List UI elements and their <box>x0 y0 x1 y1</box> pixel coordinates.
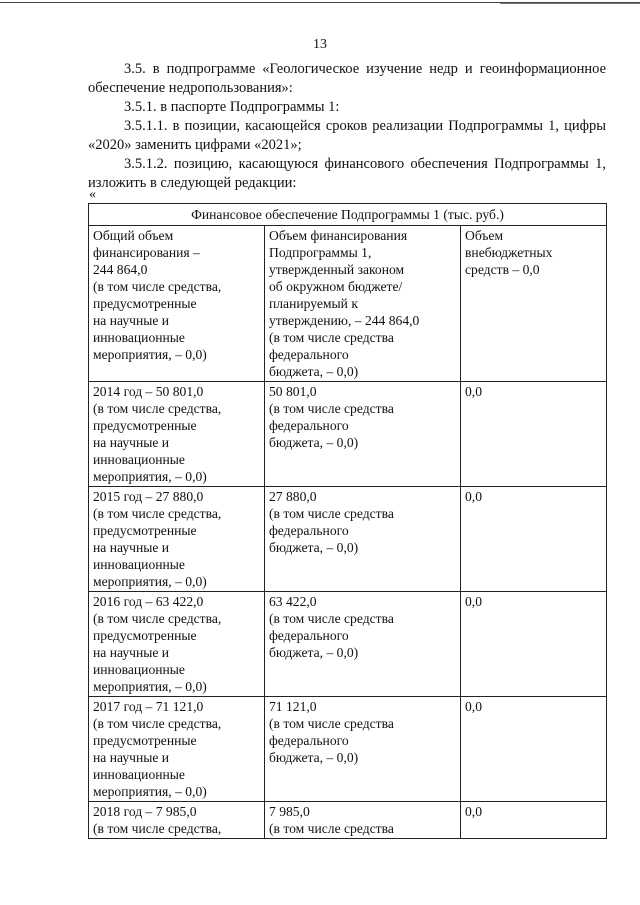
cell-line: (в том числе средства <box>269 506 394 521</box>
year-total-cell <box>89 592 265 697</box>
header-program-cell <box>265 226 461 382</box>
cell-line: предусмотренные <box>93 296 197 311</box>
year-program-cell <box>265 487 461 592</box>
cell-line: 71 121,0 <box>269 699 317 714</box>
year-extrabudget-cell <box>461 697 607 802</box>
cell-line: инновационные <box>93 557 185 572</box>
cell-line: об окружном бюджете/ <box>269 279 403 294</box>
cell-line: (в том числе средства, <box>93 506 222 521</box>
year-program-cell <box>265 592 461 697</box>
cell-line: на научные и <box>93 435 170 450</box>
paragraph-text: 3.5.1. в паспорте Подпрограммы 1: <box>124 99 340 115</box>
opening-quote: « <box>89 187 96 202</box>
year-program-cell <box>265 802 461 839</box>
cell-line: 2018 год – 7 985,0 <box>93 804 197 819</box>
cell-line: (в том числе средства <box>269 330 394 345</box>
cell-line: инновационные <box>93 330 185 345</box>
cell-line: бюджета, – 0,0) <box>269 435 359 450</box>
year-total-cell <box>89 487 265 592</box>
cell-line: 2015 год – 27 880,0 <box>93 489 204 504</box>
year-program-cell <box>265 382 461 487</box>
cell-line: инновационные <box>93 662 185 677</box>
cell-line: федерального <box>269 347 349 362</box>
cell-line: средств – 0,0 <box>465 262 540 277</box>
cell-line: 2014 год – 50 801,0 <box>93 384 204 399</box>
cell-line: 2016 год – 63 422,0 <box>93 594 204 609</box>
financing-table <box>88 203 607 839</box>
cell-line: 63 422,0 <box>269 594 317 609</box>
cell-line: утверждению, – 244 864,0 <box>269 313 420 328</box>
year-extrabudget-cell <box>461 802 607 839</box>
cell-line: мероприятия, – 0,0) <box>93 347 207 362</box>
paragraph-3-5-1-1 <box>88 117 606 155</box>
cell-line: федерального <box>269 523 349 538</box>
cell-line: на научные и <box>93 540 170 555</box>
cell-line: мероприятия, – 0,0) <box>93 574 207 589</box>
cell-line: бюджета, – 0,0) <box>269 540 359 555</box>
paragraph-3-5-1 <box>88 98 606 117</box>
cell-line: бюджета, – 0,0) <box>269 364 359 379</box>
cell-line: Объем финансирования <box>269 228 408 243</box>
cell-line: финансирования – <box>93 245 200 260</box>
paragraph-3-5 <box>88 60 606 98</box>
cell-line: на научные и <box>93 313 170 328</box>
table-row <box>89 487 607 592</box>
cell-line: инновационные <box>93 767 185 782</box>
cell-line: предусмотренные <box>93 628 197 643</box>
cell-line: 2017 год – 71 121,0 <box>93 699 204 714</box>
cell-line: внебюджетных <box>465 245 553 260</box>
cell-line: 244 864,0 <box>93 262 148 277</box>
cell-line: бюджета, – 0,0) <box>269 645 359 660</box>
cell-line: Объем <box>465 228 504 243</box>
year-total-cell <box>89 382 265 487</box>
cell-line: 50 801,0 <box>269 384 317 399</box>
year-total-cell <box>89 802 265 839</box>
cell-line: мероприятия, – 0,0) <box>93 469 207 484</box>
cell-line: утвержденный законом <box>269 262 405 277</box>
cell-line: (в том числе средства, <box>93 716 222 731</box>
cell-line: предусмотренные <box>93 418 197 433</box>
header-extrabudget-cell <box>461 226 607 382</box>
paragraph-text: 3.5.1.1. в позиции, касающейся сроков реализации Подпрограммы 1, цифры «2020» заменить цифрами «2021»; <box>88 118 606 153</box>
cell-line: (в том числе средства, <box>93 821 222 836</box>
cell-line: 0,0 <box>465 489 482 504</box>
cell-line: (в том числе средства, <box>93 401 222 416</box>
year-program-cell <box>265 697 461 802</box>
cell-line: 7 985,0 <box>269 804 310 819</box>
cell-line: (в том числе средства <box>269 401 394 416</box>
cell-line: предусмотренные <box>93 523 197 538</box>
cell-line: на научные и <box>93 750 170 765</box>
cell-line: Подпрограммы 1, <box>269 245 372 260</box>
year-extrabudget-cell <box>461 592 607 697</box>
cell-line: на научные и <box>93 645 170 660</box>
cell-line: мероприятия, – 0,0) <box>93 784 207 799</box>
top-scan-edge-right <box>500 3 640 4</box>
year-extrabudget-cell <box>461 382 607 487</box>
table-row <box>89 592 607 697</box>
cell-line: 27 880,0 <box>269 489 317 504</box>
cell-line: (в том числе средства <box>269 821 394 836</box>
cell-line: федерального <box>269 628 349 643</box>
cell-line: 0,0 <box>465 699 482 714</box>
cell-line: (в том числе средства <box>269 611 394 626</box>
cell-line: 0,0 <box>465 384 482 399</box>
cell-line: федерального <box>269 418 349 433</box>
paragraph-text: 3.5. в подпрограмме «Геологическое изучение недр и геоинформационное обеспечение недропользования»: <box>88 61 606 96</box>
cell-line: мероприятия, – 0,0) <box>93 679 207 694</box>
header-total-cell <box>89 226 265 382</box>
cell-line: инновационные <box>93 452 185 467</box>
cell-line: 0,0 <box>465 594 482 609</box>
cell-line: федерального <box>269 733 349 748</box>
table-row <box>89 382 607 487</box>
table-title: Финансовое обеспечение Подпрограммы 1 (тыс. руб.) <box>89 204 607 226</box>
page-number: 13 <box>313 37 327 52</box>
cell-line: предусмотренные <box>93 733 197 748</box>
cell-line: Общий объем <box>93 228 174 243</box>
year-extrabudget-cell <box>461 487 607 592</box>
table-row <box>89 697 607 802</box>
cell-line: (в том числе средства, <box>93 279 222 294</box>
table-header-row <box>89 226 607 382</box>
cell-line: планируемый к <box>269 296 358 311</box>
table-row <box>89 802 607 839</box>
cell-line: (в том числе средства <box>269 716 394 731</box>
cell-line: бюджета, – 0,0) <box>269 750 359 765</box>
cell-line: 0,0 <box>465 804 482 819</box>
paragraph-text: 3.5.1.2. позицию, касающуюся финансового обеспечения Подпрограммы 1, изложить в следующей редакции: <box>88 156 606 191</box>
year-total-cell <box>89 697 265 802</box>
cell-line: (в том числе средства, <box>93 611 222 626</box>
paragraph-3-5-1-2 <box>88 155 606 193</box>
